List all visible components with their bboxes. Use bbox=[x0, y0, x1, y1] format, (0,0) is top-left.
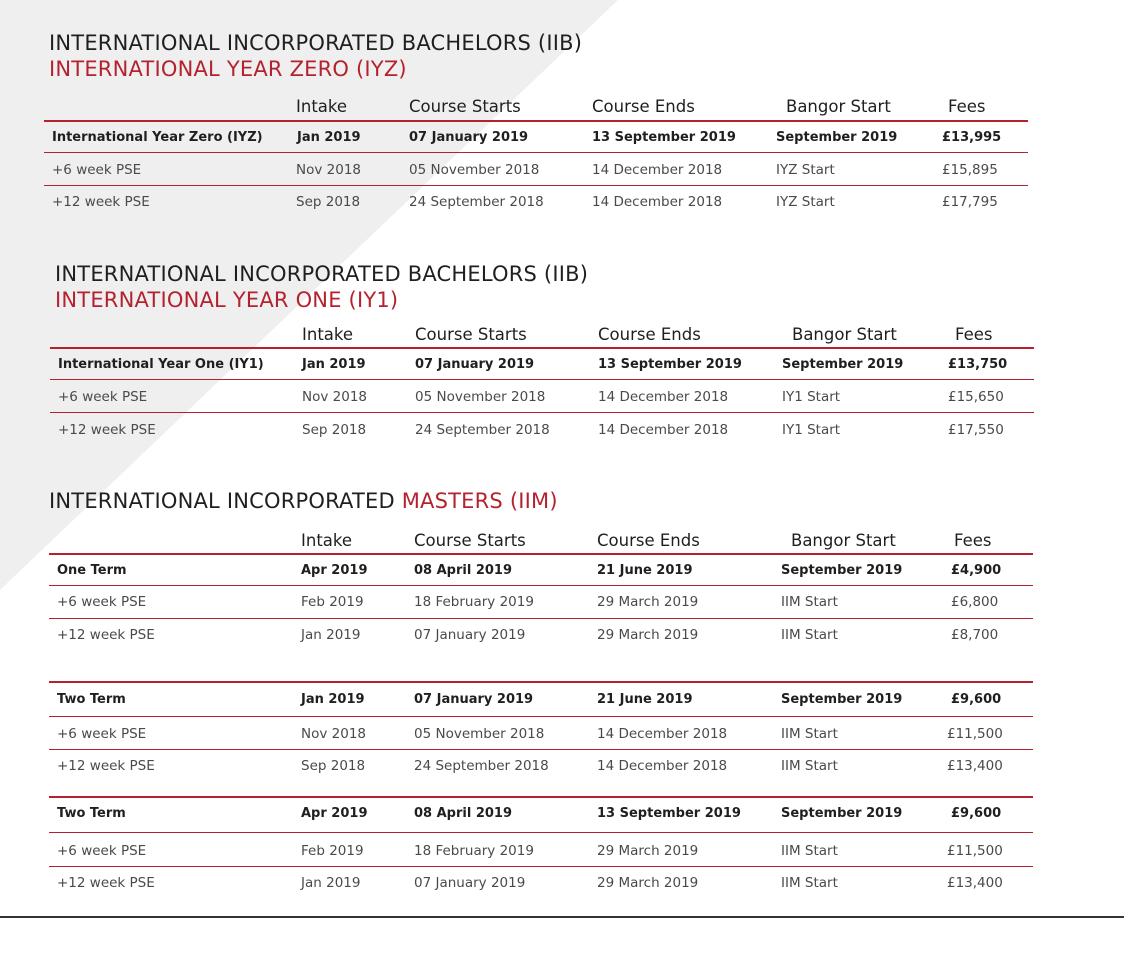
row-course-ends: 14 December 2018 bbox=[592, 162, 723, 178]
row-bangor-start: IYZ Start bbox=[776, 194, 835, 210]
row-course-starts: 24 September 2018 bbox=[415, 422, 550, 438]
header-intake: Intake bbox=[301, 531, 353, 550]
row-bangor-start: September 2019 bbox=[781, 692, 903, 707]
row-label: Two Term bbox=[57, 692, 126, 707]
iim-title-accent: MASTERS (IIM) bbox=[401, 489, 558, 513]
iim-title-prefix: INTERNATIONAL INCORPORATED bbox=[49, 489, 402, 513]
row-divider bbox=[49, 618, 1033, 619]
row-intake: Jan 2019 bbox=[301, 692, 365, 707]
row-intake: Jan 2019 bbox=[302, 357, 366, 372]
group-rule bbox=[49, 681, 1033, 683]
row-course-ends: 29 March 2019 bbox=[597, 594, 699, 610]
header-course-starts: Course Starts bbox=[409, 97, 521, 116]
header-course-ends: Course Ends bbox=[592, 97, 695, 116]
iy1-subtitle: INTERNATIONAL YEAR ONE (IY1) bbox=[55, 288, 399, 312]
row-label: +12 week PSE bbox=[57, 627, 155, 643]
row-fees: £13,995 bbox=[942, 130, 1002, 145]
row-course-starts: 24 September 2018 bbox=[414, 758, 549, 774]
row-fees: £9,600 bbox=[951, 692, 1002, 707]
footer-divider bbox=[0, 916, 1124, 918]
row-intake: Feb 2019 bbox=[301, 843, 364, 859]
row-intake: Nov 2018 bbox=[301, 726, 366, 742]
header-course-starts: Course Starts bbox=[415, 325, 527, 344]
row-intake: Nov 2018 bbox=[302, 389, 367, 405]
row-intake: Sep 2018 bbox=[302, 422, 367, 438]
header-fees: Fees bbox=[955, 325, 993, 344]
row-divider bbox=[49, 749, 1033, 750]
row-fees: £17,795 bbox=[942, 194, 998, 210]
row-divider bbox=[49, 866, 1033, 867]
row-label: Two Term bbox=[57, 806, 126, 821]
row-course-ends: 13 September 2019 bbox=[598, 357, 742, 372]
iim-header-rule bbox=[49, 553, 1033, 555]
row-course-ends: 14 December 2018 bbox=[597, 726, 728, 742]
row-course-starts: 07 January 2019 bbox=[414, 875, 526, 891]
row-course-ends: 13 September 2019 bbox=[597, 806, 741, 821]
row-course-starts: 05 November 2018 bbox=[415, 389, 546, 405]
row-label: +12 week PSE bbox=[57, 758, 155, 774]
row-bangor-start: IIM Start bbox=[781, 875, 838, 891]
row-course-ends: 13 September 2019 bbox=[592, 130, 736, 145]
row-label: International Year Zero (IYZ) bbox=[52, 130, 263, 145]
header-course-ends: Course Ends bbox=[598, 325, 701, 344]
row-fees: £13,400 bbox=[947, 875, 1003, 891]
row-bangor-start: September 2019 bbox=[776, 130, 898, 145]
header-course-ends: Course Ends bbox=[597, 531, 700, 550]
iy1-header-rule bbox=[50, 347, 1034, 349]
row-course-ends: 29 March 2019 bbox=[597, 875, 699, 891]
header-intake: Intake bbox=[296, 97, 348, 116]
row-intake: Jan 2019 bbox=[301, 627, 361, 643]
row-bangor-start: IIM Start bbox=[781, 758, 838, 774]
iy1-title: INTERNATIONAL INCORPORATED BACHELORS (IIB) bbox=[55, 262, 589, 286]
row-course-ends: 21 June 2019 bbox=[597, 563, 693, 578]
row-label: +12 week PSE bbox=[58, 422, 156, 438]
row-fees: £8,700 bbox=[951, 627, 999, 643]
row-bangor-start: IIM Start bbox=[781, 726, 838, 742]
row-intake: Sep 2018 bbox=[301, 758, 366, 774]
row-course-ends: 14 December 2018 bbox=[598, 422, 729, 438]
row-fees: £6,800 bbox=[951, 594, 999, 610]
row-divider bbox=[44, 185, 1028, 186]
row-intake: Nov 2018 bbox=[296, 162, 361, 178]
row-bangor-start: IY1 Start bbox=[782, 422, 841, 438]
row-intake: Sep 2018 bbox=[296, 194, 361, 210]
group-rule bbox=[49, 796, 1033, 798]
row-course-ends: 29 March 2019 bbox=[597, 843, 699, 859]
row-course-ends: 14 December 2018 bbox=[597, 758, 728, 774]
row-course-starts: 07 January 2019 bbox=[415, 357, 535, 372]
iyz-title: INTERNATIONAL INCORPORATED BACHELORS (IIB) bbox=[49, 31, 583, 55]
row-course-ends: 29 March 2019 bbox=[597, 627, 699, 643]
iyz-header-rule bbox=[44, 120, 1028, 122]
row-bangor-start: IYZ Start bbox=[776, 162, 835, 178]
header-bangor-start: Bangor Start bbox=[791, 531, 896, 550]
row-course-ends: 14 December 2018 bbox=[592, 194, 723, 210]
row-label: +6 week PSE bbox=[52, 162, 142, 178]
iyz-subtitle: INTERNATIONAL YEAR ZERO (IYZ) bbox=[49, 57, 407, 81]
row-label: +6 week PSE bbox=[57, 594, 147, 610]
row-intake: Apr 2019 bbox=[301, 806, 368, 821]
row-fees: £15,895 bbox=[942, 162, 998, 178]
row-fees: £15,650 bbox=[948, 389, 1004, 405]
row-bangor-start: IIM Start bbox=[781, 594, 838, 610]
row-intake: Feb 2019 bbox=[301, 594, 364, 610]
row-course-starts: 08 April 2019 bbox=[414, 806, 513, 821]
row-course-starts: 24 September 2018 bbox=[409, 194, 544, 210]
row-course-starts: 05 November 2018 bbox=[409, 162, 540, 178]
row-divider bbox=[49, 716, 1033, 717]
header-course-starts: Course Starts bbox=[414, 531, 526, 550]
row-divider bbox=[50, 379, 1034, 380]
header-fees: Fees bbox=[954, 531, 992, 550]
row-fees: £13,750 bbox=[948, 357, 1008, 372]
row-label: +6 week PSE bbox=[57, 726, 147, 742]
row-fees: £11,500 bbox=[947, 843, 1003, 859]
row-bangor-start: IIM Start bbox=[781, 843, 838, 859]
header-bangor-start: Bangor Start bbox=[792, 325, 897, 344]
row-course-starts: 08 April 2019 bbox=[414, 563, 513, 578]
row-label: +6 week PSE bbox=[58, 389, 148, 405]
row-fees: £13,400 bbox=[947, 758, 1003, 774]
row-bangor-start: September 2019 bbox=[782, 357, 904, 372]
row-fees: £9,600 bbox=[951, 806, 1002, 821]
row-label: One Term bbox=[57, 563, 127, 578]
row-course-ends: 21 June 2019 bbox=[597, 692, 693, 707]
row-label: International Year One (IY1) bbox=[58, 357, 264, 372]
row-course-starts: 07 January 2019 bbox=[414, 692, 534, 707]
row-intake: Jan 2019 bbox=[301, 875, 361, 891]
header-bangor-start: Bangor Start bbox=[786, 97, 891, 116]
row-course-starts: 05 November 2018 bbox=[414, 726, 545, 742]
row-label: +12 week PSE bbox=[57, 875, 155, 891]
row-fees: £17,550 bbox=[948, 422, 1004, 438]
row-divider bbox=[44, 152, 1028, 153]
row-fees: £11,500 bbox=[947, 726, 1003, 742]
row-course-starts: 18 February 2019 bbox=[414, 843, 534, 859]
row-intake: Apr 2019 bbox=[301, 563, 368, 578]
row-course-starts: 07 January 2019 bbox=[414, 627, 526, 643]
row-bangor-start: IY1 Start bbox=[782, 389, 841, 405]
header-fees: Fees bbox=[948, 97, 986, 116]
row-course-starts: 18 February 2019 bbox=[414, 594, 534, 610]
row-label: +12 week PSE bbox=[52, 194, 150, 210]
row-intake: Jan 2019 bbox=[297, 130, 361, 145]
row-course-starts: 07 January 2019 bbox=[409, 130, 529, 145]
row-divider bbox=[49, 832, 1033, 833]
header-intake: Intake bbox=[302, 325, 354, 344]
row-bangor-start: September 2019 bbox=[781, 563, 903, 578]
row-divider bbox=[49, 585, 1033, 586]
row-course-ends: 14 December 2018 bbox=[598, 389, 729, 405]
row-bangor-start: September 2019 bbox=[781, 806, 903, 821]
row-label: +6 week PSE bbox=[57, 843, 147, 859]
row-bangor-start: IIM Start bbox=[781, 627, 838, 643]
row-divider bbox=[50, 412, 1034, 413]
row-fees: £4,900 bbox=[951, 563, 1002, 578]
iim-title bbox=[49, 488, 558, 514]
